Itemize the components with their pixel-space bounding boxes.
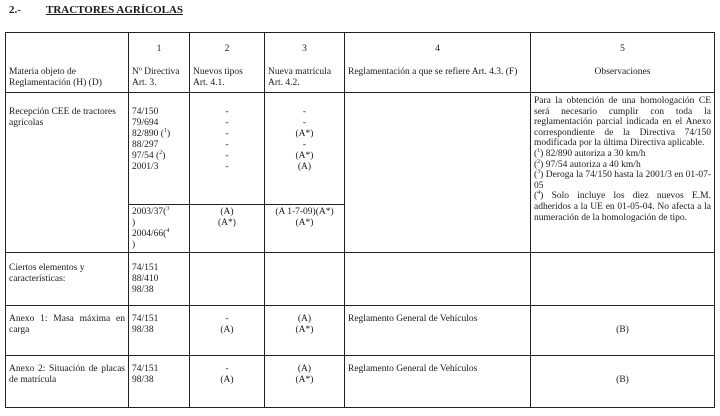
anexo1-materia: Anexo 1: Masa máxima en carga [9, 314, 125, 335]
anexo2-observaciones: (B) [616, 375, 629, 385]
section-heading [9, 5, 183, 16]
header-col-number-5: 5 [620, 44, 625, 54]
anexo1-observaciones-cell [531, 306, 715, 356]
anexo1-directivas-cell [129, 306, 190, 356]
header-col-number-4: 4 [435, 44, 440, 54]
recepcion-nuevos-2-cell [190, 205, 265, 253]
list-item: 88/297 [132, 140, 159, 150]
ciertos-nuevos-cell [190, 253, 265, 306]
list-item: (A) [220, 375, 234, 385]
anexo1-matricula-cell [265, 306, 345, 356]
header-col-number-2: 2 [224, 44, 230, 54]
anexo2-observaciones-cell [531, 356, 715, 408]
list-item: (A*) [295, 218, 314, 228]
table-row [6, 253, 715, 306]
list-item: (A 1-7-09)(A*) [275, 207, 334, 217]
table-row [6, 306, 715, 356]
ciertos-materia-cell [6, 253, 129, 306]
footnote: ($^2$) 97/54 autoriza a 40 km/h [534, 158, 641, 170]
list-item: - [225, 118, 229, 128]
list-item: - [225, 129, 229, 139]
header-col-number-3: 3 [302, 44, 307, 54]
list-item: - [225, 151, 229, 161]
anexo1-reglamentacion: Reglamento General de Vehículos [348, 314, 478, 324]
footnote: ($^4$) Solo incluye los diez nuevos E.M. adheridos a la UE en 01-05-04. No afecta a la numeración de la homologación de tipo. [534, 190, 711, 223]
list-item: (A) [220, 325, 234, 335]
header-nueva-matricula [265, 33, 345, 93]
header-directiva-line1: Nº Directiva [132, 67, 180, 77]
header-directiva [129, 33, 190, 93]
anexo2-directivas-cell [129, 356, 190, 408]
list-item: 2004/66($^4$ [132, 227, 170, 239]
list-item: 74/150 [132, 107, 159, 117]
anexo2-reglamentacion-cell [345, 356, 531, 408]
recepcion-directivas-cell [129, 93, 190, 205]
list-item: - [225, 140, 229, 150]
anexo2-matricula-cell [265, 356, 345, 408]
table-row [6, 356, 715, 408]
anexo1-reglamentacion-cell [345, 306, 531, 356]
list-item: (A) [297, 162, 312, 172]
anexo2-materia: Anexo 2: Situación de placas de matrícula [9, 364, 125, 385]
list-item: ) [132, 240, 136, 250]
list-item: 79/694 [132, 118, 159, 128]
list-item: 98/38 [132, 325, 154, 335]
recepcion-reglamentacion-cell [345, 93, 531, 253]
list-item: - [225, 107, 229, 117]
list-item: (A*) [218, 218, 236, 228]
header-reglamentacion-line1: Reglamentación a que se refiere Art. 4.3. (F) [348, 67, 518, 77]
recepcion-materia: Recepción CEE de tractores agrícolas [9, 107, 116, 128]
list-item: (A*) [295, 325, 314, 335]
header-materia [6, 33, 129, 93]
ciertos-directivas-cell [129, 253, 190, 306]
header-nuevos-line2: Art. 4.1. [193, 78, 225, 88]
section-number: 2.- [9, 4, 21, 16]
list-item: 82/890 ($^1$) [132, 127, 171, 139]
header-directiva-line2: Art. 3. [132, 78, 157, 88]
anexo2-materia-cell [6, 356, 129, 408]
anexo2-reglamentacion: Reglamento General de Vehículos [348, 364, 478, 374]
recepcion-matricula-2-cell [265, 205, 345, 253]
list-item: - [225, 364, 229, 374]
header-matricula-line2: Art. 4.2. [268, 78, 300, 88]
list-item: 74/151 [132, 364, 159, 374]
anexo2-nuevos-cell [190, 356, 265, 408]
list-item: - [302, 140, 307, 150]
header-materia-line1: Materia objeto de [9, 67, 77, 77]
ciertos-reglamentacion-cell [345, 253, 531, 306]
recepcion-nuevos-cell [190, 93, 265, 205]
header-nuevos-line1: Nuevos tipos [193, 67, 243, 77]
list-item: (A*) [295, 151, 314, 161]
list-item: ) [132, 218, 136, 228]
anexo1-nuevos-cell [190, 306, 265, 356]
list-item: - [302, 107, 307, 117]
header-row [6, 33, 715, 93]
header-reglamentacion [345, 33, 531, 93]
list-item: 98/38 [132, 285, 154, 295]
header-matricula-line1: Nueva matrícula [268, 67, 332, 77]
list-item: 2001/3 [132, 162, 159, 172]
recepcion-directivas-2-cell [129, 205, 190, 253]
list-item: (A*) [295, 129, 314, 139]
regulation-table [5, 32, 715, 408]
ciertos-materia: Ciertos elementos y características: [9, 263, 85, 284]
recepcion-observaciones-cell [531, 93, 715, 253]
header-observaciones-line1: Observaciones [594, 67, 651, 77]
section-title: TRACTORES AGRÍCOLAS [46, 4, 184, 16]
ciertos-observaciones-cell [531, 253, 715, 306]
list-item: 88/410 [132, 274, 159, 284]
anexo1-observaciones: (B) [616, 325, 629, 335]
list-item: (A) [297, 314, 312, 324]
list-item: (A) [220, 207, 234, 217]
list-item: - [225, 314, 229, 324]
list-item: (A*) [295, 375, 314, 385]
list-item: (A) [297, 364, 312, 374]
recepcion-matricula-cell [265, 93, 345, 205]
list-item: 2003/37($^3$ [132, 205, 170, 217]
list-item: 74/151 [132, 314, 159, 324]
footnote: ($^1$) 82/890 autoriza a 30 km/h [534, 147, 646, 159]
list-item: 98/38 [132, 375, 154, 385]
list-item: - [302, 118, 307, 128]
header-materia-line2: Reglamentación (H) (D) [9, 78, 102, 88]
list-item: 74/151 [132, 263, 159, 273]
header-col-number-1: 1 [156, 44, 162, 54]
header-observaciones [531, 33, 715, 93]
table-row [6, 93, 715, 205]
footnote: ($^3$) Deroga la 74/150 hasta la 2001/3 en 01-07-05 [534, 169, 711, 191]
recepcion-materia-cell [6, 93, 129, 253]
ciertos-matricula-cell [265, 253, 345, 306]
list-item: - [225, 162, 229, 172]
observaciones-text: Para la obtención de una homologación CE será necesario cumplir con toda la reglamentación parcial indicada en el Anexo correspondiente de la Directiva 74/150 modificada por la última Directiva aplicable. [534, 96, 711, 149]
list-item: 97/54 ($^2$) [132, 149, 166, 161]
header-nuevos-tipos [190, 33, 265, 93]
anexo1-materia-cell [6, 306, 129, 356]
